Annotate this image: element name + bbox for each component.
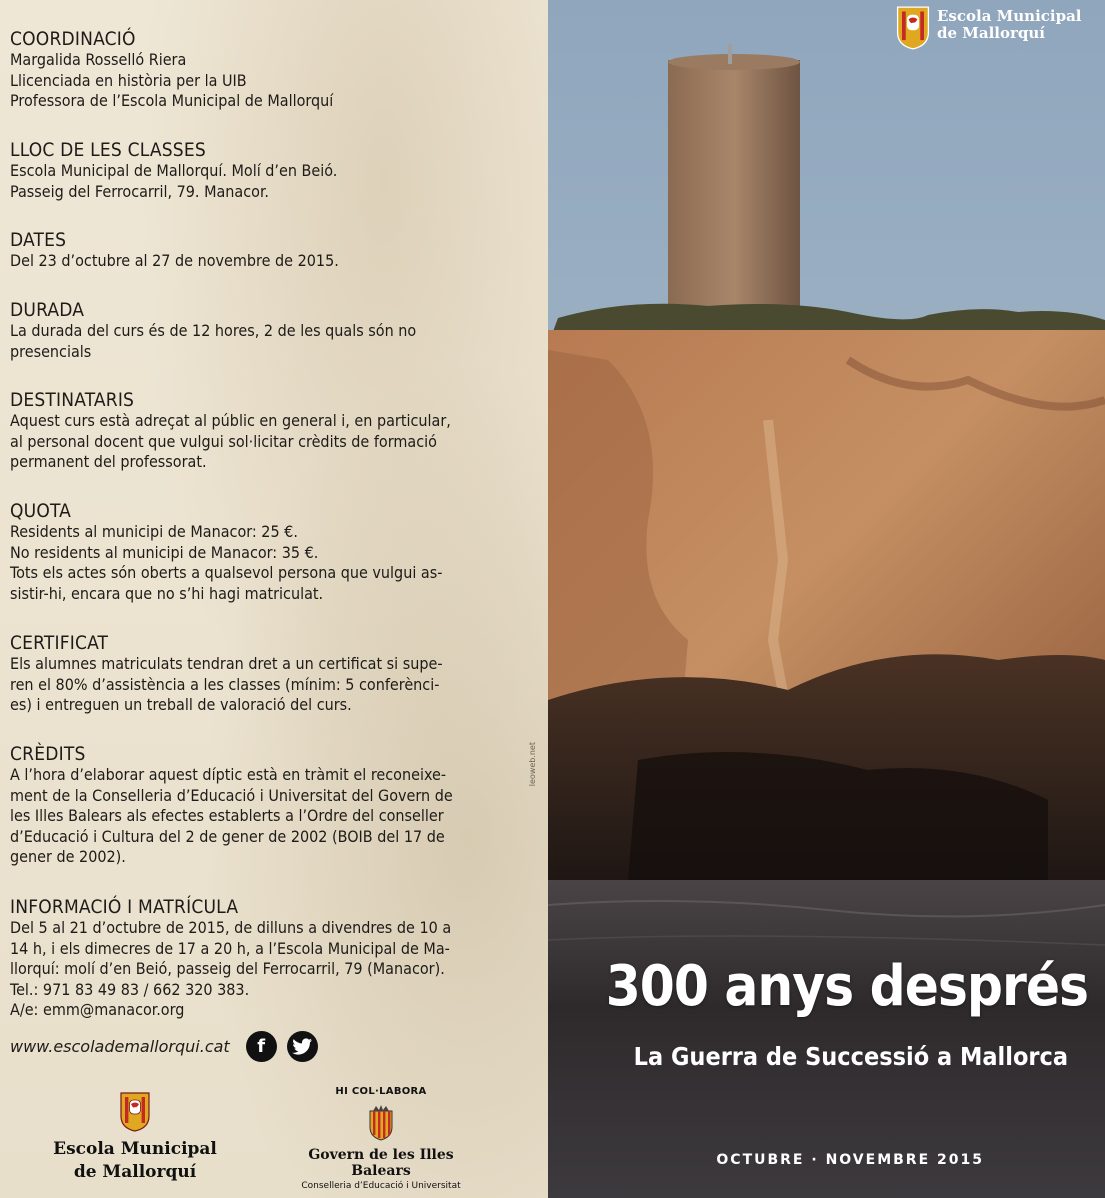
designer-credit: leoweb.net	[528, 742, 537, 787]
section-line: presencials	[10, 341, 92, 361]
twitter-bird-icon	[292, 1038, 312, 1055]
section-informacio	[10, 896, 508, 1021]
section-heading: CERTIFICAT	[10, 632, 109, 654]
section-lloc	[10, 139, 508, 202]
section-heading: DURADA	[10, 299, 85, 321]
escola-crest-icon	[120, 1092, 150, 1132]
section-line: 14 h, i els dimecres de 17 a 20 h, a l’Escola Municipal de Ma-	[10, 938, 450, 958]
section-line: d’Educació i Cultura del 2 de gener de 2002 (BOIB del 17 de	[10, 826, 445, 846]
section-line: llorquí: molí d’en Beió, passeig del Ferrocarril, 79 (Manacor).	[10, 959, 445, 978]
section-line: permanent del professorat.	[10, 452, 207, 471]
section-line: La durada del curs és de 12 hores, 2 de les quals són no	[10, 321, 417, 340]
section-line: les Illes Balears als efectes establerts a l’Ordre del conseller	[10, 806, 444, 825]
section-line[interactable]: A/e: emm@manacor.org	[10, 1000, 185, 1019]
collaborator-block	[286, 1086, 476, 1191]
section-line: Tots els actes són oberts a qualsevol persona que vulgui as-	[10, 563, 443, 582]
section-line: Del 23 d’octubre al 27 de novembre de 2015.	[10, 251, 339, 270]
section-line: ren el 80% d’assistència a les classes (mínim: 5 conferènci-	[10, 674, 440, 694]
section-coordinacio	[10, 28, 508, 112]
cover-title: 300 anys després	[605, 954, 1088, 1019]
section-line: Escola Municipal de Mallorquí. Molí d’en Beió.	[10, 161, 338, 180]
facebook-glyph: f	[257, 1035, 266, 1057]
cover-brand-line2: de Mallorquí	[937, 24, 1045, 42]
section-line: Margalida Rosselló Riera	[10, 50, 187, 69]
section-line: Tel.: 971 83 49 83 / 662 320 383.	[10, 979, 250, 999]
section-line: al personal docent que vulgui sol·licitar crèdits de formació	[10, 431, 437, 451]
twitter-icon[interactable]	[287, 1031, 318, 1062]
cover-subtitle: La Guerra de Successió a Mallorca	[633, 1042, 1068, 1071]
govern-name: Govern de les Illes Balears	[308, 1147, 454, 1179]
collab-label: HI COL·LABORA	[335, 1086, 427, 1097]
section-destinataris	[10, 389, 508, 473]
section-line: Professora de l’Escola Municipal de Mallorquí	[10, 91, 334, 110]
section-line: Aquest curs està adreçat al públic en general i, en particular,	[10, 411, 451, 430]
section-line: Residents al municipi de Manacor: 25 €.	[10, 522, 298, 541]
web-row	[10, 1030, 318, 1062]
govern-crest-icon	[367, 1105, 395, 1141]
escola-logo	[40, 1092, 230, 1182]
section-dates	[10, 229, 508, 272]
facebook-icon[interactable]	[246, 1031, 277, 1062]
section-heading: CRÈDITS	[10, 743, 86, 765]
section-quota	[10, 500, 508, 604]
section-heading: DESTINATARIS	[10, 389, 135, 411]
section-durada	[10, 299, 508, 362]
section-heading: DATES	[10, 229, 67, 251]
cover-brand-line1: Escola Municipal	[937, 7, 1082, 25]
section-line: Els alumnes matriculats tendran dret a un certificat si supe-	[10, 654, 443, 673]
section-line: No residents al municipi de Manacor: 35 €.	[10, 542, 319, 562]
escola-logo-line1: Escola Municipal	[53, 1139, 217, 1159]
info-panel	[0, 0, 548, 1198]
section-heading: COORDINACIÓ	[10, 28, 136, 50]
section-line: gener de 2002).	[10, 847, 126, 866]
section-heading: INFORMACIÓ I MATRÍCULA	[10, 896, 239, 918]
section-line: sistir-hi, encara que no s’hi hagi matriculat.	[10, 583, 324, 603]
cover-dates: OCTUBRE · NOVEMBRE 2015	[716, 1152, 984, 1168]
section-line: ment de la Conselleria d’Educació i Universitat del Govern de	[10, 785, 453, 805]
section-credits	[10, 743, 508, 868]
section-line: Del 5 al 21 d’octubre de 2015, de dilluns a divendres de 10 a	[10, 918, 452, 937]
section-heading: LLOC DE LES CLASSES	[10, 139, 206, 161]
cover-brand	[895, 6, 1082, 50]
conselleria-name: Conselleria d’Educació i Universitat	[301, 1181, 461, 1191]
section-line: es) i entreguen un treball de valoració del curs.	[10, 695, 352, 714]
section-certificat	[10, 632, 508, 716]
section-heading: QUOTA	[10, 500, 72, 522]
section-line: A l’hora d’elaborar aquest díptic està en tràmit el reconeixe-	[10, 765, 447, 784]
section-line: Llicenciada en història per la UIB	[10, 70, 247, 90]
escola-logo-line2: de Mallorquí	[73, 1162, 197, 1182]
cover-crest-icon	[895, 6, 931, 50]
section-line: Passeig del Ferrocarril, 79. Manacor.	[10, 181, 269, 201]
website-link[interactable]: www.escolademallorqui.cat	[10, 1036, 230, 1056]
